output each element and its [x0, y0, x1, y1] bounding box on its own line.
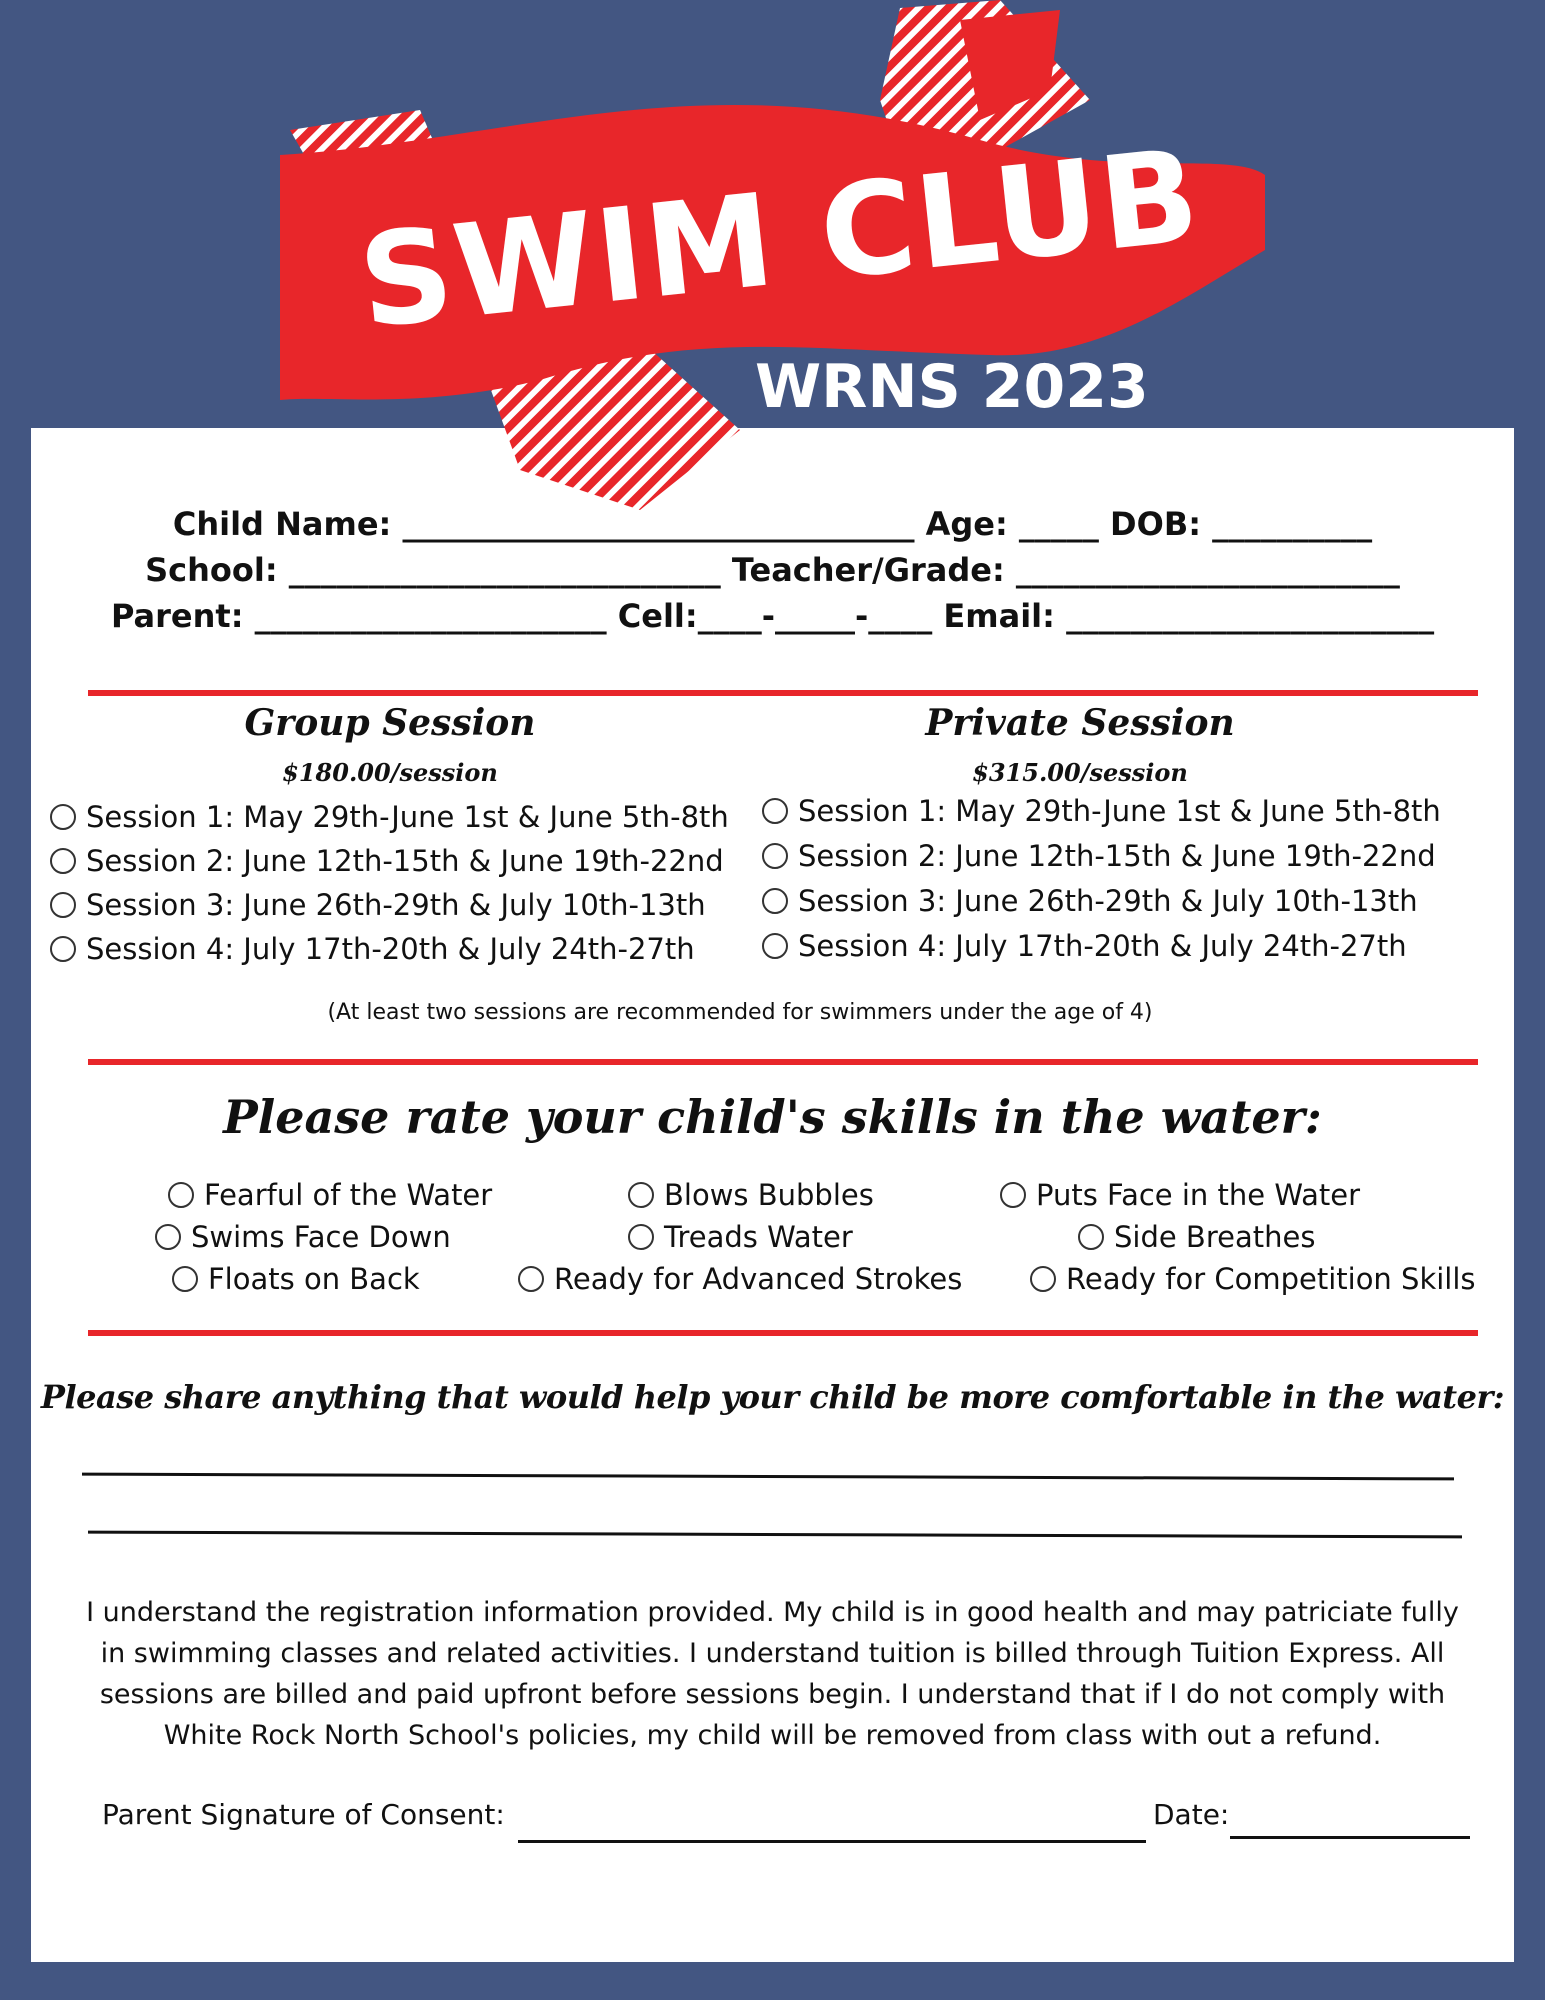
option-label: Side Breathes	[1114, 1220, 1316, 1254]
private-session-option-4[interactable]	[762, 929, 1407, 963]
private-session-option-2[interactable]	[762, 839, 1436, 873]
radio-button[interactable]	[1000, 1182, 1026, 1208]
skill-option[interactable]	[518, 1262, 962, 1296]
divider	[88, 1330, 1478, 1336]
option-label: Ready for Advanced Strokes	[554, 1262, 963, 1296]
page-title: SWIM CLUB	[352, 121, 1208, 358]
option-label: Blows Bubbles	[664, 1178, 874, 1212]
option-label: Session 1: May 29th-June 1st & June 5th-8th	[86, 800, 729, 834]
child-info-line: Child Name: ________________________________ Age: _____ DOB: __________	[172, 505, 1373, 543]
skill-option[interactable]	[1000, 1178, 1360, 1212]
option-label: Session 4: July 17th-20th & July 24th-27th	[86, 932, 695, 966]
radio-button[interactable]	[518, 1266, 544, 1292]
group-session-option-1[interactable]	[50, 800, 729, 834]
radio-button[interactable]	[50, 848, 76, 874]
radio-button[interactable]	[1030, 1266, 1056, 1292]
skills-heading: Please rate your child's skills in the water:	[223, 1090, 1322, 1144]
option-label: Session 3: June 26th-29th & July 10th-13th	[798, 884, 1418, 918]
divider	[88, 1059, 1478, 1065]
date-line[interactable]	[1230, 1836, 1470, 1839]
signature-line[interactable]	[518, 1840, 1146, 1843]
skill-option[interactable]	[628, 1220, 853, 1254]
option-label: Ready for Competition Skills	[1066, 1262, 1476, 1296]
option-label: Treads Water	[664, 1220, 853, 1254]
private-session-option-3[interactable]	[762, 884, 1418, 918]
private-session-heading: Private Session	[925, 702, 1235, 744]
date-label: Date:	[1153, 1798, 1230, 1831]
share-heading: Please share anything that would help your child be more comfortable in the water:	[40, 1378, 1505, 1416]
page-subtitle: WRNS 2023	[755, 352, 1149, 422]
option-label: Session 4: July 17th-20th & July 24th-27th	[798, 929, 1407, 963]
signature-label: Parent Signature of Consent:	[102, 1798, 505, 1831]
option-label: Puts Face in the Water	[1036, 1178, 1361, 1212]
skill-option[interactable]	[628, 1178, 874, 1212]
option-label: Session 2: June 12th-15th & June 19th-22nd	[86, 844, 724, 878]
radio-button[interactable]	[50, 892, 76, 918]
option-label: Floats on Back	[208, 1262, 420, 1296]
radio-button[interactable]	[762, 888, 788, 914]
radio-button[interactable]	[762, 843, 788, 869]
radio-button[interactable]	[628, 1182, 654, 1208]
private-session-option-1[interactable]	[762, 794, 1441, 828]
skill-option[interactable]	[1030, 1262, 1476, 1296]
skill-option[interactable]	[155, 1220, 451, 1254]
group-session-option-2[interactable]	[50, 844, 724, 878]
option-label: Fearful of the Water	[204, 1178, 493, 1212]
radio-button[interactable]	[168, 1182, 194, 1208]
radio-button[interactable]	[50, 804, 76, 830]
group-session-price: $180.00/session	[282, 758, 498, 787]
radio-button[interactable]	[1078, 1224, 1104, 1250]
private-session-price: $315.00/session	[972, 758, 1188, 787]
skill-option[interactable]	[1078, 1220, 1315, 1254]
session-note: (At least two sessions are recommended for swimmers under the age of 4)	[327, 1000, 1153, 1025]
option-label: Session 2: June 12th-15th & June 19th-22nd	[798, 839, 1436, 873]
banner-title-group	[0, 0, 1545, 430]
radio-button[interactable]	[762, 798, 788, 824]
group-session-heading: Group Session	[244, 702, 536, 744]
divider	[88, 690, 1478, 696]
parent-info-line: Parent: ______________________ Cell:____-_____-____ Email: _______________________	[110, 597, 1435, 635]
option-label: Session 3: June 26th-29th & July 10th-13th	[86, 888, 706, 922]
skill-option[interactable]	[172, 1262, 420, 1296]
group-session-option-4[interactable]	[50, 932, 695, 966]
radio-button[interactable]	[155, 1224, 181, 1250]
consent-text: I understand the registration information provided. My child is in good health and may patriciate fully in swimming classes and related activities. I understand tuition is billed through Tuition Express. All sessions are billed and paid upfront before sessions begin. I understand that if I do not comply with White Rock North School's policies, my child will be removed from class with out a refund.	[86, 1597, 1459, 1751]
option-label: Swims Face Down	[191, 1220, 451, 1254]
option-label: Session 1: May 29th-June 1st & June 5th-8th	[798, 794, 1441, 828]
group-session-option-3[interactable]	[50, 888, 706, 922]
radio-button[interactable]	[762, 933, 788, 959]
radio-button[interactable]	[50, 936, 76, 962]
radio-button[interactable]	[628, 1224, 654, 1250]
skill-option[interactable]	[168, 1178, 492, 1212]
school-info-line: School: ___________________________ Teacher/Grade: ________________________	[145, 551, 1400, 589]
radio-button[interactable]	[172, 1266, 198, 1292]
